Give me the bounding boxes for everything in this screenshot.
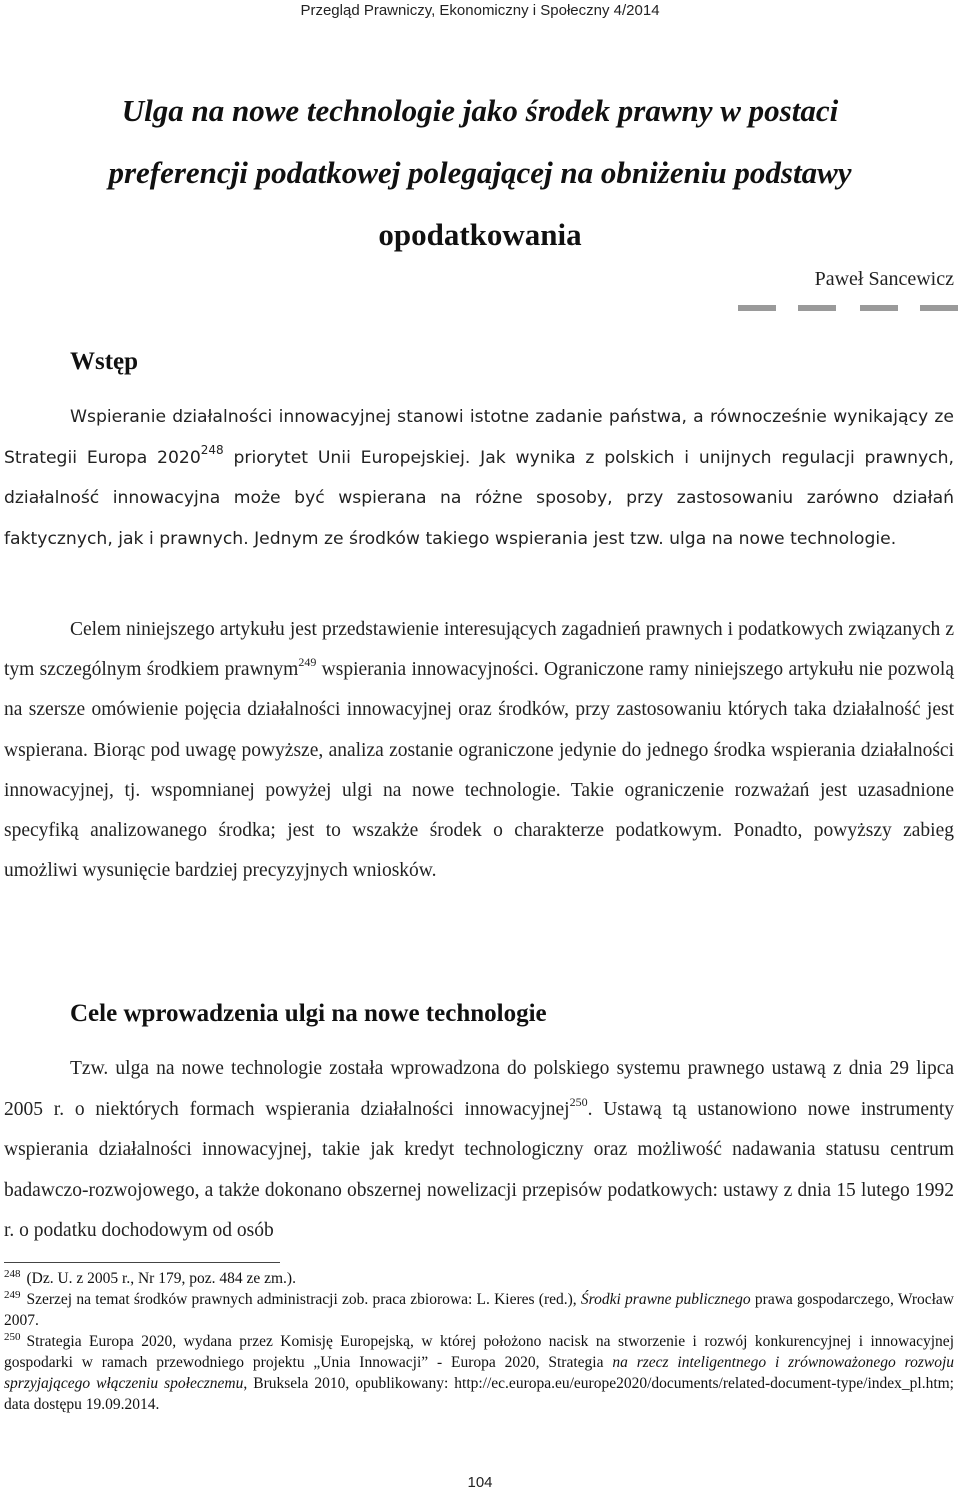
footnote-number: 250: [4, 1331, 21, 1343]
footnote-ref[interactable]: 248: [200, 442, 224, 457]
footnote-text: prawa gospodarczego, Wrocław 2007.: [4, 1291, 955, 1329]
paragraph-text: . Ustawą tą ustanowiono nowe instrumenty wspierania działalności innowacyjnej, takie jak kredyt technologiczny oraz możliwość nadawania statusu centrum badawczo-rozwojowego, a także dokonano obszernej nowelizacji przepisów podatkowych: ustawy z dnia 15 lutego 1992 r. o podatku dochodowym od osób: [4, 1098, 954, 1241]
title-line-3: opodatkowania: [378, 217, 582, 252]
title-line-2: preferencji podatkowej polegającej na obniżeniu podstawy: [108, 155, 852, 190]
footnote-text: Strategia Europa 2020, wydana przez Komisję Europejską, w której położono nacisk na stworzenie i rozwój konkurencyjnej i innowacyjnej gospodarki w ramach przewodniego projektu „Unia Innowacji” - Europa 2020, Strategia: [4, 1333, 954, 1371]
paragraph-text: wspierania innowacyjności. Ograniczone ramy niniejszego artykułu nie pozwolą na szersze omówienie pojęcia działalności innowacyjnej oraz środków, przy zastosowaniu których taka działalność jest wspierana. Biorąc pod uwagę powyższe, analiza zostanie ograniczone jedynie do jednego środka wspierania działalności innowacyjnej, tj. wspomnianej powyżej ulgi na nowe technologie. Takie ograniczenie rozważań jest uzasadnione specyfiką analizowanego środka; jest to wszakże środek o charakterze podatkowym. Ponadto, powyższy zabieg umożliwi wysunięcie bardziej precyzyjnych wniosków.: [4, 659, 954, 882]
footnote-separator: [4, 1262, 280, 1263]
footnote-item: [4, 1268, 954, 1289]
footnote-text: Szerzej na temat środków prawnych administracji zob. praca zbiorowa: L. Kieres (red.),: [26, 1291, 581, 1308]
paragraph-text: priorytet Unii Europejskiej. Jak wynika z polskich i unijnych regulacji prawnych, działalność innowacyjna może być wspierana na różne sposoby, przy zastosowaniu zarówno działań faktycznych, jak i prawnych. Jednym ze środków takiego wspierania jest tzw. ulga na nowe technologie.: [4, 447, 954, 549]
body-paragraph: [4, 397, 954, 559]
footnote-italic-text: Środki prawne publicznego: [580, 1291, 751, 1308]
dash-divider: [860, 305, 898, 311]
footnote-ref[interactable]: 249: [298, 655, 317, 670]
footnote-italic-text: na rzecz inteligentnego i zrównoważonego rozwoju sprzyjającego włączeniu społecznemu: [4, 1354, 955, 1392]
footnote-number: 249: [4, 1289, 21, 1301]
dash-divider: [920, 305, 958, 311]
footnote-item: [4, 1331, 954, 1415]
footnote-number: 248: [4, 1268, 21, 1280]
body-paragraph: [4, 610, 954, 891]
journal-header: Przegląd Prawniczy, Ekonomiczny i Społeczny 4/2014: [300, 2, 660, 19]
body-paragraph: [4, 1049, 954, 1252]
footnotes-list: [4, 1268, 954, 1415]
section-heading-intro: Wstęp: [70, 348, 139, 375]
section-heading-goals: Cele wprowadzenia ulgi na nowe technologie: [70, 1000, 547, 1027]
page-number: 104: [467, 1474, 493, 1491]
paragraph-text: Celem niniejszego artykułu jest przedstawienie interesujących zagadnień prawnych i podatkowych związanych z tym szczególnym środkiem prawnym: [4, 619, 954, 681]
footnote-text: , Bruksela 2010, opublikowany: http://ec.europa.eu/europe2020/documents/related-document-type/index_pl.htm; data dostępu 19.09.2014.: [4, 1375, 954, 1413]
paragraph-text: Tzw. ulga na nowe technologie została wprowadzona do polskiego systemu prawnego ustawą z dnia 29 lipca 2005 r. o niektórych formach wspierania działalności innowacyjnej: [4, 1058, 954, 1120]
dash-divider: [738, 305, 776, 311]
article-title: [40, 80, 920, 266]
dash-divider: [798, 305, 836, 311]
paragraph-text: Wspieranie działalności innowacyjnej stanowi istotne zadanie państwa, a równocześnie wynikający ze Strategii Europa 2020: [4, 407, 954, 468]
footnote-text: (Dz. U. z 2005 r., Nr 179, poz. 484 ze zm.).: [26, 1270, 296, 1287]
footnote-item: [4, 1289, 954, 1331]
footnote-ref[interactable]: 250: [569, 1094, 588, 1109]
title-line-1: Ulga na nowe technologie jako środek prawny w postaci: [121, 93, 839, 128]
author-name: Paweł Sancewicz: [814, 268, 954, 290]
